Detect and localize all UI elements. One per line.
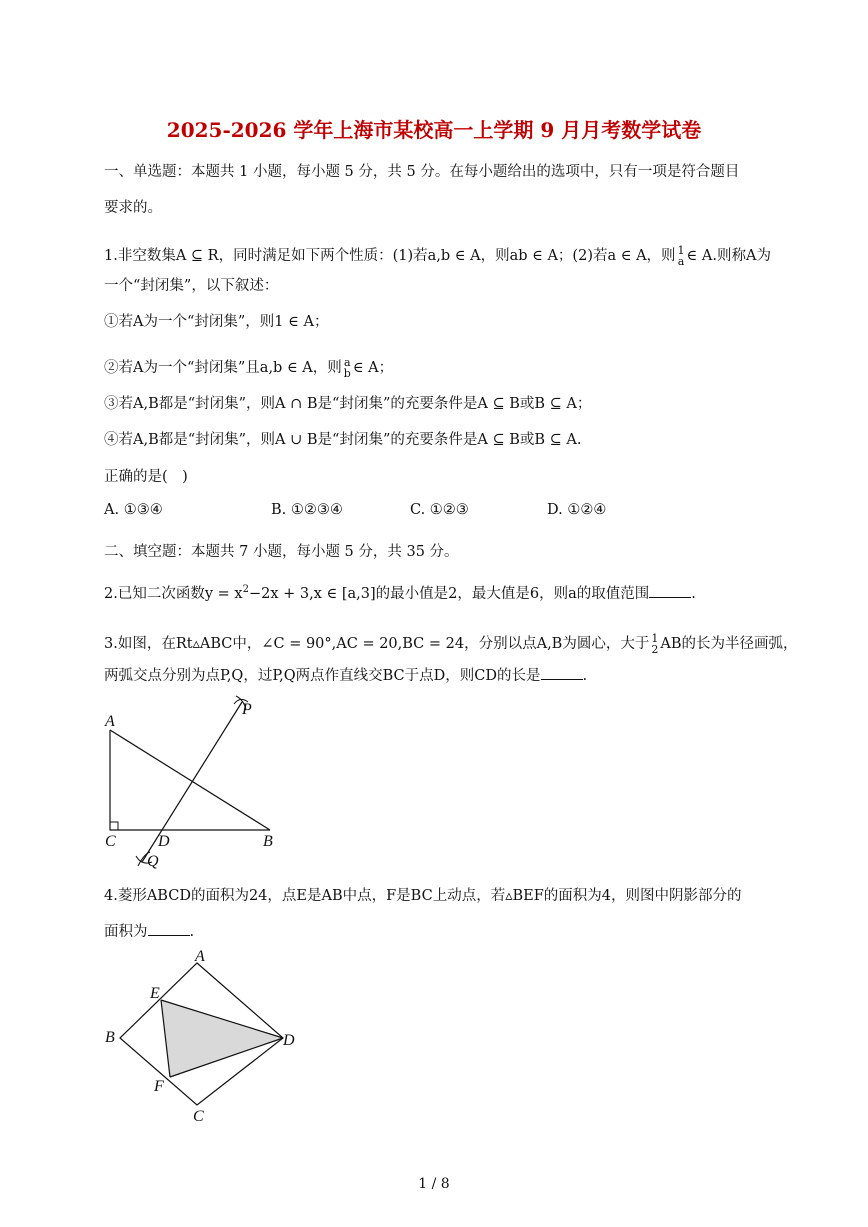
q1-s2-fraction (344, 357, 351, 379)
q3-frac-num: 1 (651, 632, 659, 645)
q4-shaded-triangle (161, 1000, 283, 1077)
q1-statement-4: ④若A,B都是“封闭集”，则A ∪ B是“封闭集”的充要条件是A ⊆ B或B ⊆ A. (104, 432, 582, 448)
q4-stem-line1: 4.菱形ABCD的面积为24，点E是AB中点，F是BC上动点，若▵BEF的面积为4，则图中阴影部分的 (104, 888, 742, 904)
q1-statement-1: ①若A为一个“封闭集”，则1 ∈ A； (104, 314, 329, 330)
q1-stem-line1 (104, 244, 771, 267)
q1-choice-c[interactable]: C. ①②③ (410, 502, 469, 518)
q1-choice-d[interactable]: D. ①②④ (547, 502, 607, 518)
q4-stem-line2 (104, 920, 194, 941)
q2-text-b: −2x + 3,x ∈ [a,3]的最小值是2，最大值是6，则a的取值范围 (248, 586, 650, 602)
q4-label-c: C (193, 1108, 204, 1125)
q2-superscript: 2 (242, 584, 249, 596)
q4-label-b: B (105, 1029, 115, 1046)
q3-side-ab (110, 730, 270, 830)
q4-text-line2: 面积为 (104, 924, 148, 940)
q1-frac-num: 1 (677, 244, 685, 257)
q3-label-b: B (263, 833, 273, 850)
q1-stem-fraction (678, 245, 685, 267)
q3-label-p: P (242, 701, 252, 718)
q3-label-d: D (158, 833, 170, 850)
q1-frac-den: a (677, 255, 685, 268)
q4-label-f: F (154, 1078, 164, 1095)
page-title: 2025-2026 学年上海市某校高一上学期 9 月月考数学试卷 (166, 118, 702, 142)
q2-answer-blank[interactable] (649, 583, 691, 598)
q3-text-a: 3.如图，在Rt▵ABC中，∠C = 90°,AC = 20,BC = 24，分别以点A,B为圆心，大于 (104, 636, 650, 652)
q1-s2-frac-den: b (343, 367, 351, 380)
q3-label-q: Q (147, 853, 159, 870)
q1-stem-text-a: 1.非空数集A ⊆ R，同时满足如下两个性质：(1)若a,b ∈ A，则ab ∈ A；(2)若a ∈ A，则 (104, 248, 676, 264)
q1-stem-text-b: ∈ A.则称A为 (686, 248, 771, 264)
q3-end: . (582, 668, 588, 684)
section1-heading-line2: 要求的。 (104, 200, 162, 216)
q4-answer-blank[interactable] (148, 921, 190, 936)
q4-label-d: D (283, 1032, 295, 1049)
q1-s2-frac-num: a (344, 356, 351, 369)
q4-rhombus-figure (100, 945, 310, 1130)
q1-s2-text-a: ②若A为一个“封闭集”且a,b ∈ A，则 (104, 360, 342, 376)
q3-text-line2: 两弧交点分别为点P,Q，过P,Q两点作直线交BC于点D，则CD的长是 (104, 668, 541, 684)
section1-heading-line1: 一、单选题：本题共 1 小题，每小题 5 分，共 5 分。在每小题给出的选项中，只有一项是符合题目 (104, 164, 740, 180)
page-number: 1 / 8 (418, 1176, 450, 1192)
q4-end: . (189, 924, 195, 940)
q1-statement-2 (104, 356, 393, 379)
q1-choice-a[interactable]: A. ①③④ (104, 502, 163, 518)
q4-label-a: A (195, 948, 205, 965)
q3-stem-line2 (104, 664, 587, 685)
q1-choice-b[interactable]: B. ①②③④ (271, 502, 343, 518)
q3-frac-den: 2 (651, 643, 659, 656)
q2-text-a: 2.已知二次函数y = x (104, 586, 243, 602)
q3-stem-line1 (104, 632, 797, 655)
q2-stem (104, 582, 696, 603)
q3-answer-blank[interactable] (541, 665, 583, 680)
q1-stem-line2: 一个“封闭集”，以下叙述： (104, 278, 279, 294)
q1-prompt: 正确的是( ) (104, 469, 188, 485)
q3-perpendicular-bisector (142, 702, 242, 862)
q3-right-angle-mark (110, 822, 118, 830)
q3-label-a: A (105, 713, 115, 730)
q3-triangle-figure (100, 690, 290, 870)
q3-label-c: C (105, 833, 116, 850)
q3-text-b: AB的长为半径画弧， (660, 636, 798, 652)
q2-end: . (691, 586, 696, 602)
q4-label-e: E (150, 985, 160, 1002)
q1-s2-text-b: ∈ A； (352, 360, 394, 376)
q1-statement-3: ③若A,B都是“封闭集”，则A ∩ B是“封闭集”的充要条件是A ⊆ B或B ⊆ A； (104, 396, 592, 412)
q3-fraction (651, 633, 658, 655)
section2-heading: 二、填空题：本题共 7 小题，每小题 5 分，共 35 分。 (104, 544, 459, 560)
